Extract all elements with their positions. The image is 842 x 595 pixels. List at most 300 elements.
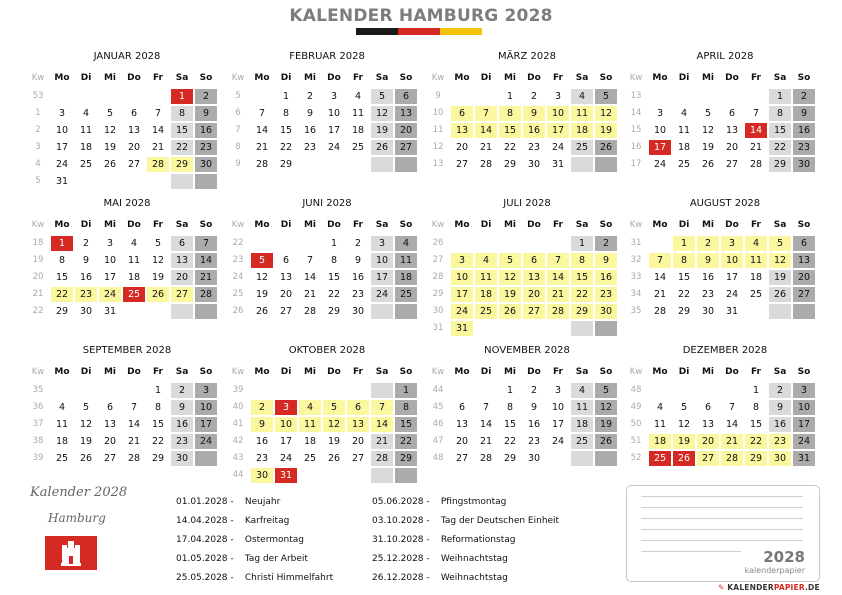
- notes-box: [626, 485, 820, 582]
- week-number: 10: [432, 108, 444, 118]
- day-cell: [347, 468, 369, 483]
- day-cell: 6: [458, 402, 466, 413]
- weekday-header: Fr: [152, 73, 163, 83]
- week-number: 12: [432, 142, 444, 152]
- weekday-header: Di: [280, 73, 292, 83]
- day-cell: [475, 236, 497, 251]
- day-cell: 24: [551, 436, 565, 447]
- week-number: 4: [35, 159, 41, 169]
- day-cell: 21: [479, 436, 493, 447]
- weekday-header: Do: [725, 367, 739, 377]
- day-cell: 30: [527, 453, 541, 464]
- holiday-entry: [372, 554, 508, 564]
- day-cell: 20: [523, 287, 545, 302]
- week-number: 17: [630, 159, 642, 169]
- day-cell: [395, 468, 417, 483]
- holiday-entry: [176, 516, 289, 526]
- day-cell: 31: [451, 321, 473, 336]
- day-cell: 5: [82, 402, 90, 413]
- day-cell: 18: [303, 436, 317, 447]
- day-cell: 15: [151, 419, 165, 430]
- day-cell: 31: [103, 306, 117, 317]
- day-cell: 18: [677, 142, 691, 153]
- day-cell: 22: [171, 140, 193, 155]
- day-cell: 5: [154, 238, 162, 249]
- day-cell: 4: [475, 253, 497, 268]
- day-cell: 23: [595, 287, 617, 302]
- day-cell: 24: [725, 289, 739, 300]
- weekday-header: Di: [480, 73, 492, 83]
- day-cell: 17: [279, 436, 293, 447]
- day-cell: 18: [475, 287, 497, 302]
- day-cell: 6: [523, 253, 545, 268]
- day-cell: 18: [571, 123, 593, 138]
- day-cell: 16: [79, 272, 93, 283]
- day-cell: 16: [255, 436, 269, 447]
- day-cell: 2: [82, 238, 90, 249]
- day-cell: 26: [595, 140, 617, 155]
- day-cell: 20: [697, 434, 719, 449]
- month-name: JULI 2028: [503, 198, 551, 209]
- day-cell: 9: [793, 106, 815, 121]
- day-cell: 28: [479, 159, 493, 170]
- day-cell: 8: [769, 106, 791, 121]
- day-cell: 31: [275, 468, 297, 483]
- weekday-header: Mo: [54, 367, 70, 377]
- day-cell: 16: [701, 272, 715, 283]
- day-cell: 3: [195, 383, 217, 398]
- day-cell: 2: [697, 236, 719, 251]
- day-cell: 6: [793, 236, 815, 251]
- day-cell: [75, 383, 97, 398]
- weekday-header: Do: [725, 220, 739, 230]
- weekday-header: Sa: [773, 220, 787, 230]
- week-number: 23: [232, 255, 244, 265]
- week-number: 26: [232, 306, 244, 316]
- day-cell: [697, 89, 719, 104]
- holiday-entry: [176, 497, 280, 507]
- day-cell: [171, 304, 193, 319]
- day-cell: [195, 304, 217, 319]
- holiday-name: Weihnachtstag: [440, 554, 508, 564]
- holiday-entry: [176, 573, 333, 583]
- day-cell: 23: [701, 289, 715, 300]
- day-cell: 22: [327, 289, 341, 300]
- day-cell: 29: [279, 159, 293, 170]
- week-number: 16: [630, 142, 642, 152]
- day-cell: [123, 383, 145, 398]
- week-number: 20: [32, 272, 44, 282]
- day-cell: 13: [451, 123, 473, 138]
- day-cell: [721, 383, 743, 398]
- day-cell: 26: [147, 287, 169, 302]
- weekday-header: So: [599, 220, 613, 230]
- day-cell: 17: [371, 270, 393, 285]
- day-cell: 26: [255, 306, 269, 317]
- weekday-header: So: [199, 220, 213, 230]
- week-number: 44: [232, 470, 244, 480]
- day-cell: 24: [793, 434, 815, 449]
- day-cell: 24: [195, 434, 217, 449]
- day-cell: 29: [171, 157, 193, 172]
- week-number: 46: [432, 419, 444, 429]
- day-cell: 22: [677, 289, 691, 300]
- day-cell: 28: [195, 287, 217, 302]
- day-cell: 15: [55, 272, 69, 283]
- month-name: APRIL 2028: [696, 51, 754, 62]
- kw-header: Kw: [431, 220, 445, 230]
- day-cell: [571, 157, 593, 172]
- day-cell: 2: [306, 91, 314, 102]
- day-cell: [323, 157, 345, 172]
- day-cell: 22: [503, 142, 517, 153]
- day-cell: [147, 89, 169, 104]
- day-cell: [745, 304, 767, 319]
- day-cell: 28: [255, 159, 269, 170]
- day-cell: 15: [171, 123, 193, 138]
- week-number: 41: [232, 419, 244, 429]
- day-cell: [275, 236, 297, 251]
- day-cell: 10: [547, 106, 569, 121]
- hamburg-flag-icon: [45, 536, 97, 570]
- day-cell: [371, 468, 393, 483]
- day-cell: 25: [649, 451, 671, 466]
- weekday-header: Mo: [652, 73, 668, 83]
- day-cell: [395, 304, 417, 319]
- weekday-header: Sa: [375, 73, 389, 83]
- weekday-header: Mo: [54, 73, 70, 83]
- day-cell: 11: [653, 419, 667, 430]
- day-cell: 18: [395, 270, 417, 285]
- weekday-header: Fr: [352, 220, 363, 230]
- day-cell: 8: [154, 402, 162, 413]
- holiday-date: 17.04.2028 -: [176, 535, 234, 545]
- week-number: 44: [432, 385, 444, 395]
- day-cell: 31: [55, 176, 69, 187]
- day-cell: 21: [479, 142, 493, 153]
- day-cell: 3: [554, 385, 562, 396]
- weekday-header: So: [797, 367, 811, 377]
- day-cell: 24: [451, 304, 473, 319]
- day-cell: [499, 236, 521, 251]
- day-cell: 6: [282, 255, 290, 266]
- day-cell: [475, 383, 497, 398]
- kw-header: Kw: [231, 73, 245, 83]
- weekday-header: Do: [327, 367, 341, 377]
- day-cell: [649, 383, 671, 398]
- day-cell: 14: [653, 272, 667, 283]
- day-cell: 1: [282, 91, 290, 102]
- day-cell: 4: [395, 236, 417, 251]
- weekday-header: Mi: [503, 367, 517, 377]
- weekday-header: Sa: [175, 367, 189, 377]
- day-cell: 18: [79, 142, 93, 153]
- day-cell: [769, 304, 791, 319]
- day-cell: 28: [479, 453, 493, 464]
- day-cell: 12: [103, 125, 117, 136]
- day-cell: 10: [275, 417, 297, 432]
- day-cell: [299, 236, 321, 251]
- weekday-header: Di: [280, 367, 292, 377]
- day-cell: 6: [451, 106, 473, 121]
- day-cell: 2: [195, 89, 217, 104]
- day-cell: [275, 383, 297, 398]
- day-cell: 24: [653, 159, 667, 170]
- holiday-date: 03.10.2028 -: [372, 516, 430, 526]
- day-cell: [697, 383, 719, 398]
- day-cell: 22: [51, 287, 73, 302]
- day-cell: 14: [127, 419, 141, 430]
- day-cell: 20: [127, 142, 141, 153]
- day-cell: 10: [195, 400, 217, 415]
- day-cell: [99, 174, 121, 189]
- weekday-header: Mi: [303, 220, 317, 230]
- day-cell: 18: [571, 417, 593, 432]
- day-cell: [523, 236, 545, 251]
- weekday-header: Mo: [454, 220, 470, 230]
- day-cell: 7: [258, 108, 266, 119]
- day-cell: 29: [571, 304, 593, 319]
- day-cell: 6: [728, 108, 736, 119]
- week-number: 27: [432, 255, 444, 265]
- day-cell: 11: [571, 106, 593, 121]
- day-cell: 13: [523, 270, 545, 285]
- day-cell: 3: [656, 108, 664, 119]
- weekday-header: Mi: [701, 220, 715, 230]
- weekday-header: Fr: [750, 367, 761, 377]
- day-cell: 28: [653, 306, 667, 317]
- day-cell: 5: [595, 89, 617, 104]
- weekday-header: Fr: [750, 73, 761, 83]
- day-cell: 4: [354, 91, 362, 102]
- weekday-header: Mi: [701, 367, 715, 377]
- day-cell: [123, 174, 145, 189]
- day-cell: 2: [769, 383, 791, 398]
- day-cell: 21: [371, 434, 393, 449]
- week-number: 48: [630, 385, 642, 395]
- day-cell: 23: [303, 142, 317, 153]
- day-cell: 2: [793, 89, 815, 104]
- weekday-header: Mi: [103, 73, 117, 83]
- holiday-entry: [372, 497, 506, 507]
- day-cell: 15: [769, 123, 791, 138]
- day-cell: 26: [327, 453, 341, 464]
- day-cell: [51, 89, 73, 104]
- footer-script-city: Hamburg: [48, 511, 106, 525]
- day-cell: [649, 89, 671, 104]
- day-cell: 8: [571, 253, 593, 268]
- kw-header: Kw: [629, 220, 643, 230]
- holiday-name: Neujahr: [244, 497, 281, 507]
- footer-script-title: Kalender 2028: [30, 485, 128, 500]
- day-cell: 6: [106, 402, 114, 413]
- day-cell: 28: [547, 304, 569, 319]
- day-cell: [595, 157, 617, 172]
- weekday-header: Fr: [152, 220, 163, 230]
- day-cell: 31: [725, 306, 739, 317]
- day-cell: 13: [103, 419, 117, 430]
- day-cell: 21: [721, 434, 743, 449]
- week-number: 18: [32, 238, 44, 248]
- day-cell: 21: [127, 436, 141, 447]
- day-cell: 17: [55, 142, 69, 153]
- day-cell: 8: [499, 106, 521, 121]
- weekday-header: Mi: [103, 220, 117, 230]
- day-cell: [195, 174, 217, 189]
- day-cell: 30: [769, 451, 791, 466]
- day-cell: 14: [479, 419, 493, 430]
- day-cell: 19: [327, 436, 341, 447]
- day-cell: 29: [503, 453, 517, 464]
- week-number: 11: [432, 125, 444, 135]
- day-cell: 31: [551, 159, 565, 170]
- day-cell: [595, 451, 617, 466]
- day-cell: 13: [127, 125, 141, 136]
- day-cell: 16: [793, 123, 815, 138]
- day-cell: 4: [571, 383, 593, 398]
- day-cell: 13: [171, 253, 193, 268]
- day-cell: 7: [475, 106, 497, 121]
- day-cell: 1: [673, 236, 695, 251]
- notes-subtitle: kalenderpapier: [744, 566, 805, 575]
- holiday-name: Pfingstmontag: [440, 497, 507, 507]
- day-cell: 7: [547, 253, 569, 268]
- week-number: 22: [232, 238, 244, 248]
- day-cell: 8: [330, 255, 338, 266]
- weekday-header: Di: [80, 220, 92, 230]
- day-cell: 3: [451, 253, 473, 268]
- day-cell: 13: [725, 125, 739, 136]
- day-cell: 30: [251, 468, 273, 483]
- day-cell: 26: [103, 159, 117, 170]
- day-cell: 19: [103, 142, 117, 153]
- day-cell: 8: [506, 402, 514, 413]
- weekday-header: Fr: [152, 367, 163, 377]
- day-cell: 12: [677, 419, 691, 430]
- day-cell: 19: [371, 123, 393, 138]
- day-cell: [123, 89, 145, 104]
- day-cell: 16: [769, 417, 791, 432]
- weekday-header: Mo: [454, 367, 470, 377]
- day-cell: 9: [195, 106, 217, 121]
- weekday-header: Do: [527, 73, 541, 83]
- day-cell: 30: [351, 306, 365, 317]
- weekday-header: Mo: [652, 220, 668, 230]
- week-number: 34: [630, 289, 642, 299]
- day-cell: 12: [79, 419, 93, 430]
- day-cell: 8: [282, 108, 290, 119]
- day-cell: [595, 321, 617, 336]
- day-cell: 19: [769, 270, 791, 285]
- day-cell: [793, 304, 815, 319]
- day-cell: [745, 89, 767, 104]
- day-cell: 27: [279, 306, 293, 317]
- kw-header: Kw: [629, 367, 643, 377]
- weekday-header: Di: [480, 220, 492, 230]
- day-cell: 16: [523, 123, 545, 138]
- day-cell: 25: [351, 142, 365, 153]
- weekday-header: Fr: [552, 220, 563, 230]
- day-cell: [475, 321, 497, 336]
- week-number: 53: [32, 91, 44, 101]
- day-cell: 25: [749, 289, 763, 300]
- day-cell: 23: [769, 434, 791, 449]
- weekday-header: Fr: [552, 367, 563, 377]
- weekday-header: Di: [280, 220, 292, 230]
- day-cell: 6: [171, 236, 193, 251]
- day-cell: 10: [653, 125, 667, 136]
- day-cell: 30: [701, 306, 715, 317]
- week-number: 52: [630, 453, 642, 463]
- weekday-header: Mo: [254, 73, 270, 83]
- day-cell: 29: [677, 306, 691, 317]
- day-cell: 9: [306, 108, 314, 119]
- month-name: MAI 2028: [103, 198, 151, 209]
- kw-header: Kw: [431, 367, 445, 377]
- day-cell: 7: [482, 402, 490, 413]
- day-cell: 15: [677, 272, 691, 283]
- day-cell: 23: [255, 453, 269, 464]
- month-name: MÄRZ 2028: [498, 51, 556, 62]
- day-cell: 18: [55, 436, 69, 447]
- day-cell: 27: [455, 159, 469, 170]
- week-number: 29: [432, 289, 444, 299]
- month-name: AUGUST 2028: [689, 198, 761, 209]
- day-cell: 15: [749, 419, 763, 430]
- day-cell: 25: [123, 287, 145, 302]
- weekday-header: Mi: [701, 73, 715, 83]
- kw-header: Kw: [231, 367, 245, 377]
- day-cell: 1: [752, 385, 760, 396]
- week-number: 24: [232, 272, 244, 282]
- day-cell: 19: [673, 434, 695, 449]
- day-cell: 26: [595, 434, 617, 449]
- day-cell: 15: [503, 419, 517, 430]
- flag-stripe-red: [398, 28, 440, 35]
- holiday-date: 14.04.2028 -: [176, 516, 234, 526]
- day-cell: [475, 89, 497, 104]
- day-cell: 30: [195, 157, 217, 172]
- week-number: 49: [630, 402, 642, 412]
- day-cell: 17: [195, 417, 217, 432]
- day-cell: [195, 451, 217, 466]
- day-cell: 16: [527, 419, 541, 430]
- day-cell: 26: [79, 453, 93, 464]
- day-cell: 4: [680, 108, 688, 119]
- weekday-header: Sa: [575, 220, 589, 230]
- day-cell: 1: [51, 236, 73, 251]
- weekday-header: Sa: [375, 220, 389, 230]
- day-cell: 13: [279, 272, 293, 283]
- day-cell: 26: [701, 159, 715, 170]
- week-number: 39: [32, 453, 44, 463]
- holiday-name: Christi Himmelfahrt: [244, 573, 334, 583]
- day-cell: [147, 304, 169, 319]
- holiday-entry: [372, 516, 559, 526]
- day-cell: 29: [769, 157, 791, 172]
- weekday-header: Do: [127, 73, 141, 83]
- day-cell: 14: [725, 419, 739, 430]
- day-cell: [171, 174, 193, 189]
- day-cell: 13: [793, 253, 815, 268]
- flag-stripe-black: [356, 28, 398, 35]
- weekday-header: Di: [678, 367, 690, 377]
- holiday-entry: [372, 573, 508, 583]
- week-number: 19: [32, 255, 44, 265]
- weekday-header: So: [797, 220, 811, 230]
- day-cell: 28: [371, 451, 393, 466]
- month-name: OKTOBER 2028: [288, 345, 366, 356]
